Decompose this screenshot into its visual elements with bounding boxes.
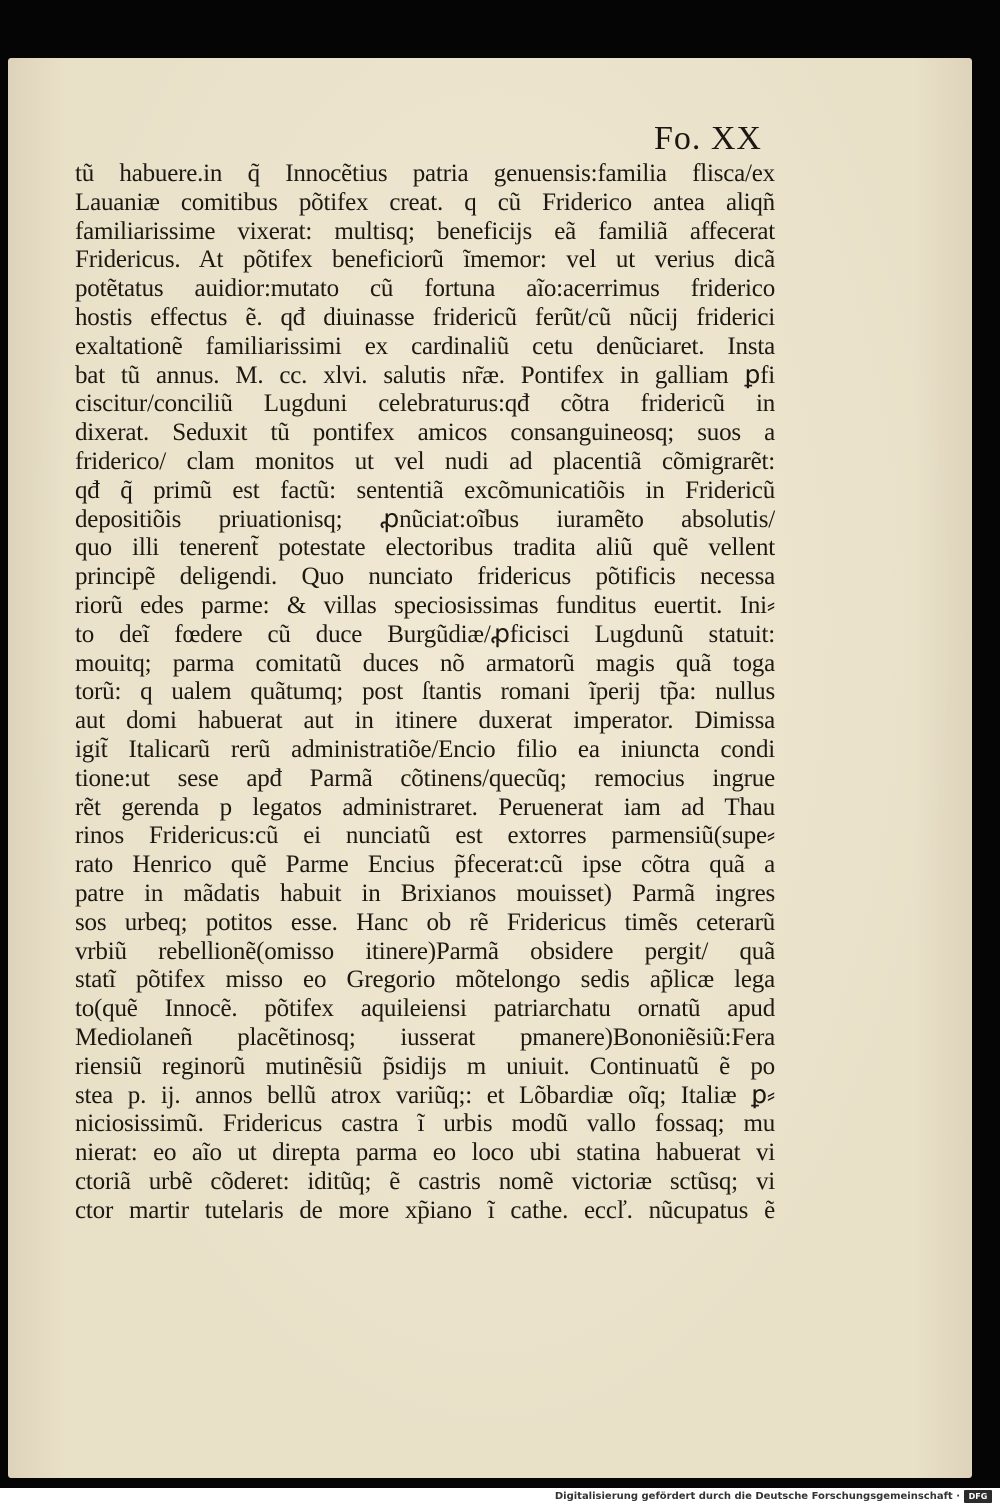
text-line: principẽ deligendi. Quo nunciato fridericus põtificis necessa (75, 563, 775, 591)
text-line: sos urbeq; potitos esse. Hanc ob rẽ Fridericus timẽs ceterarũ (75, 908, 775, 936)
text-line: Fridericus. At põtifex beneficiorũ ĩmemor: vel ut verius dicã (75, 246, 775, 274)
text-line: vrbiũ rebellionẽ(omisso itinere)Parmã obsidere pergit/ quã (75, 937, 775, 965)
book-page (8, 58, 972, 1478)
text-line: statĩ põtifex misso eo Gregorio mõtelongo sedis ap̃licæ lega (75, 966, 775, 994)
text-line: aut domi habuerat aut in itinere duxerat imperator. Dimissa (75, 707, 775, 735)
text-line: nierat: eo aĩo ut direpta parma eo loco ubi statina habuerat vi (75, 1139, 775, 1167)
folio-number: Fo. XX (653, 120, 762, 157)
text-line: mouitq; parma comitatũ duces nõ armatorũ magis quã toga (75, 649, 775, 677)
text-line: rato Henrico quẽ Parme Encius p̃fecerat:cũ ipse cõtra quã a (75, 851, 775, 879)
text-line: rẽt gerenda p legatos administraret. Peruenerat iam ad Thau (75, 793, 775, 821)
text-line: ctor martir tutelaris de more xp̃iano ĩ cathe. eccľ. nũcupatus ẽ (75, 1196, 775, 1224)
text-line: to(quẽ Innocẽ. põtifex aquileiensi patriarchatu ornatũ apud (75, 995, 775, 1023)
dfg-logo: DFG (964, 1490, 992, 1503)
text-line: familiarissime vixerat: multisq; beneficijs eã familiã affecerat (75, 217, 775, 245)
text-line: igit̃ Italicarũ rerũ administratiõe/Encio filio ea iniuncta condi (75, 735, 775, 763)
text-line: depositiõis priuationisq; ꝓnũciat:oĩbus iuramẽto absolutis/ (75, 505, 775, 533)
text-line: torũ: q ualem quãtumq; post ſtantis romani ĩperij tp̃a: nullus (75, 678, 775, 706)
text-line: potẽtatus auidior:mutato cũ fortuna aĩo:acerrimus friderico (75, 275, 775, 303)
text-line: ctoriã urbẽ cõderet: iditũq; ẽ castris nomẽ victoriæ sctũsq; vi (75, 1167, 775, 1195)
text-line: to deĩ fœdere cũ duce Burgũdiæ/ꝓficisci Lugdunũ statuit: (75, 620, 775, 648)
text-line: Lauaniæ comitibus põtifex creat. q cũ Friderico antea aliqñ (75, 188, 775, 216)
text-line: tũ habuere.in q̃ Innocẽtius patria genuensis:familia flisca/ex (75, 160, 775, 187)
text-line: patre in mãdatis habuit in Brixianos mouisset) Parmã ingres (75, 879, 775, 907)
text-line: riorũ edes parme: & villas speciosissimas funditus euertit. Ini⸗ (75, 591, 775, 619)
text-line: bat tũ annus. M. cc. xlvi. salutis nr̃æ. Pontifex in galliam ꝑfi (75, 361, 775, 389)
text-line: exaltationẽ familiarissimi ex cardinaliũ cetu denũciaret. Insta (75, 332, 775, 360)
text-line: friderico/ clam monitos ut vel nudi ad placentiã cõmigrarẽt: (75, 447, 775, 475)
text-line: qđ q̃ primũ est factũ: sententiã excõmunicatiõis in Fridericũ (75, 476, 775, 504)
text-line: rinos Fridericus:cũ ei nunciatũ est extorres parmensiũ(supe⸗ (75, 822, 775, 850)
text-line: tione:ut sese apđ Parmã cõtinens/quecũq; remocius ingrue (75, 764, 775, 792)
text-line: riensiũ reginorũ mutinẽsiũ p̃sidijs m uniuit. Continuatũ ẽ po (75, 1052, 775, 1080)
text-line: niciosissimũ. Fridericus castra ĩ urbis modũ vallo fossaq; mu (75, 1110, 775, 1138)
text-line: dixerat. Seduxit tũ pontifex amicos consanguineosq; suos a (75, 419, 775, 447)
text-line: hostis effectus ẽ. qđ diuinasse fridericũ ferũt/cũ nũcij friderici (75, 303, 775, 331)
text-line: stea p. ij. annos bellũ atrox variũq;: et Lõbardiæ oĩq; Italiæ ꝑ⸗ (75, 1081, 775, 1109)
funding-credit: Digitalisierung gefördert durch die Deutsche Forschungsgemeinschaft · (554, 1491, 960, 1502)
text-line: quo illi tenerent̃ potestate electoribus tradita aliũ quẽ vellent (75, 534, 775, 562)
text-line: ciscitur/conciliũ Lugduni celebraturus:qđ cõtra fridericũ in (75, 390, 775, 418)
text-line: Mediolaneñ placẽtinosq; iusserat pmanere)Bononiẽsiũ:Fera (75, 1023, 775, 1051)
body-text (75, 160, 775, 1225)
